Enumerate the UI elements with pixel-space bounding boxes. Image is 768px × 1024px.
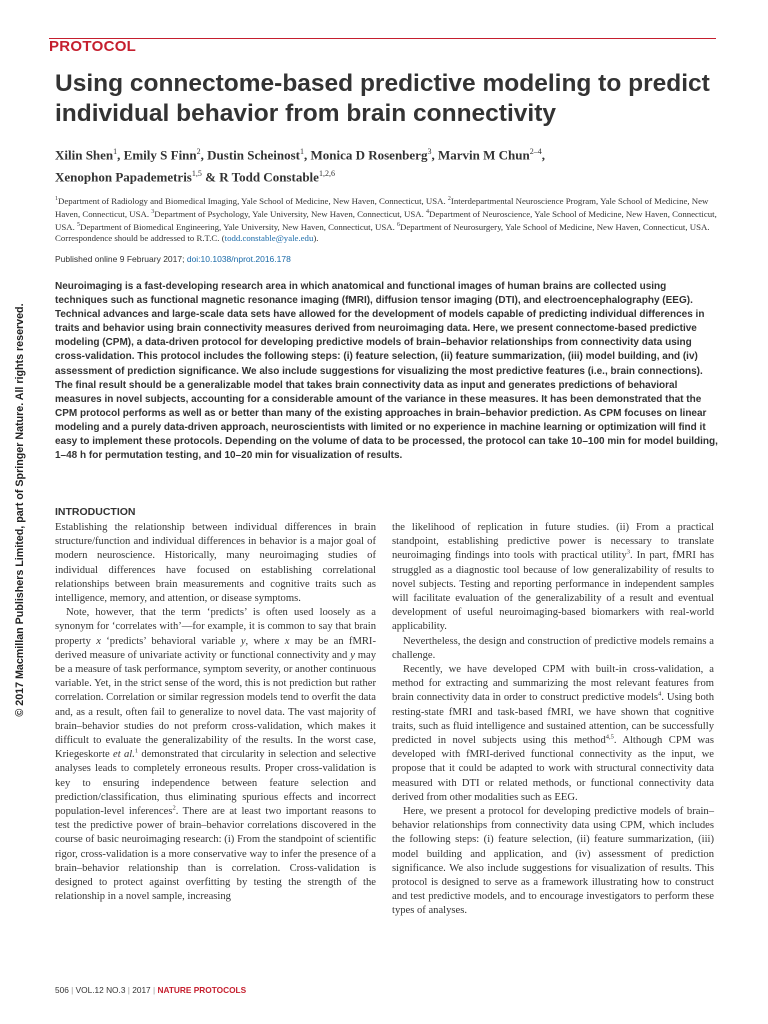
body-text: Nevertheless, the design and construction of predictive models remains a challenge. <box>392 635 714 661</box>
author-name: Xilin Shen <box>55 147 114 163</box>
affiliation-text: Department of Neurosurgery, Yale School of Medicine, New Haven, Connecticut, USA. <box>400 222 710 233</box>
body-text: may be an fMRI-derived measure of univariate activity or functional connectivity and <box>55 635 376 661</box>
body-text: Here, we present a protocol for developing predictive models of brain–behavior relationships from connectivity data using CPM, which includes the following steps: (i) feature selection, (ii) feature summarization, (iii) model building and application, and (iv) assessment of prediction significance. We also include suggestions for visualization of results. This protocol is designed to serve as a framework illustrating how to construct and test predictive models, and to encourage investigators to perform these types of analyses. <box>392 806 714 917</box>
affiliations <box>55 194 720 245</box>
body-paragraph <box>392 663 714 805</box>
author-separator: , <box>541 147 545 163</box>
body-text: Establishing the relationship between individual differences in brain structure/function and individual differences in behavior is a major goal of modern neuroscience. Historically, many neuroimaging studies of individual differences have focused on establishing correlational relationships between brain measurements and cognitive traits such as intelligence, memory, and attention, or disease symptoms. <box>55 522 376 605</box>
citation-ref: 1 <box>134 747 139 755</box>
correspondence-prefix: Correspondence should be addressed to R.T.C. ( <box>55 233 225 244</box>
correspondence-email-link[interactable]: todd.constable@yale.edu <box>224 233 314 244</box>
body-text: . There are at least two important reasons to test the predictive power of brain–behavior correlations discovered in the course of basic neuroimaging research: (i) From the standpoint of scientific rigor, cross-validation is a more conservative way to infer the presence of a brain–behavior relationship than is correlation. Cross-validation is designed to protect against overfitting by testing the strength of the relationship in a novel sample, increasing <box>55 806 376 903</box>
body-text: Recently, we have developed CPM with built-in cross-validation, a method for extracting and summarizing the most relevant features from brain connectivity data in order to construct predictive models <box>392 664 714 704</box>
affiliation-text: Department of Neuroscience, Yale School of Medicine, New Haven, Connecticut, USA. <box>55 209 717 233</box>
article-title: Using connectome-based predictive modeling to predict individual behavior from brain connectivity <box>55 70 710 127</box>
volume-info: VOL.12 NO.3 <box>75 985 126 995</box>
author-separator: , <box>117 147 124 163</box>
author-list <box>55 142 715 187</box>
footer-separator: | <box>71 985 74 995</box>
author-name: Marvin M Chun <box>437 147 530 163</box>
author-name: Xenophon Papademetris <box>55 169 192 185</box>
citation-ref: 4 <box>658 690 662 698</box>
copyright-sidebar <box>9 290 31 730</box>
citation-ref: 2 <box>172 804 176 812</box>
italic-text: y <box>350 649 355 661</box>
affiliation-mark: 5 <box>77 222 80 229</box>
author-affiliation-mark: 2–4 <box>529 147 542 156</box>
affiliation-mark: 1 <box>55 196 58 202</box>
introduction-heading: INTRODUCTION <box>55 506 136 518</box>
body-text: the likelihood of replication in future studies. (ii) From a practical standpoint, establishing predictive power is necessary to translate neuroimaging findings into tools with practical utility <box>392 522 714 562</box>
correspondence-suffix: ). <box>313 233 319 244</box>
doi-link[interactable]: doi:10.1038/nprot.2016.178 <box>186 254 291 264</box>
italic-text: x <box>284 635 290 647</box>
affiliation-mark: 2 <box>447 196 451 202</box>
author-affiliation-mark: 2 <box>196 147 201 156</box>
body-paragraph <box>392 635 714 663</box>
body-text: Note, however, that the term ‘predicts’ is often used loosely as a synonym for ‘correlates with’—for example, it is common to say that brain property <box>55 607 376 647</box>
author-name: R Todd Constable <box>219 169 319 185</box>
body-text: . In part, fMRI has struggled as a diagnostic tool because of low generalizability of results to novel subjects. Testing and reporting performance in independent samples will facilitate evaluation of the generalizability of a result and eventual development of useful neuroimaging-based biomarkers with real-world applicability. <box>392 550 714 633</box>
footer-separator: | <box>153 985 156 995</box>
body-paragraph <box>55 606 376 904</box>
author-name: Monica D Rosenberg <box>310 147 428 163</box>
author-affiliation-mark: 1,5 <box>191 169 202 179</box>
journal-name: NATURE PROTOCOLS <box>157 985 247 995</box>
author-separator: , <box>303 147 311 163</box>
body-column-left <box>55 521 376 904</box>
body-text: ‘predicts’ behavioral variable <box>100 635 241 647</box>
body-text: demonstrated that circularity in selection and selective analyses leads to completely erroneous results. Proper cross-validation is key to ensuring independence between feature selection and prediction/classification, thus eliminating spurious effects and incorrect population-level inferences <box>55 749 376 818</box>
abstract: Neuroimaging is a fast-developing research area in which anatomical and functional images of human brains are collected using techniques such as functional magnetic resonance imaging (fMRI), diffusion tensor imaging (DTI), and electroencephalography (EEG). Technical advances and large-scale data sets have allowed for the development of models capable of predicting individual differences in traits and behavior using brain connectivity measures derived from neuroimaging data. Here, we present connectome-based predictive modeling (CPM), a data-driven protocol for developing predictive models of brain–behavior relationships from connectivity data using cross-validation. This protocol includes the following steps: (i) feature selection, (ii) feature summarization, (iii) model building, and (iv) assessment of prediction significance. We also include suggestions for visualizing the most predictive features (i.e., brain connections). The final result should be a generalizable model that takes brain connectivity data as input and generates predictions of behavioral measures in novel subjects, accounting for a considerable amount of the variance in these measures. It has been demonstrated that the CPM protocol performs as well as or better than many of the existing approaches in brain–behavior prediction. As CPM focuses on linear modeling and a purely data-driven approach, neuroscientists with limited or no experience in machine learning or optimization will find it easy to implement these protocols. Depending on the volume of data to be processed, the protocol can take 10–100 min for model building, 1–48 h for permutation testing, and 10–20 min for visualization of results. <box>55 281 718 462</box>
published-date: Published online 9 February 2017; <box>55 254 187 264</box>
body-paragraph <box>392 805 714 919</box>
italic-text: x <box>96 635 101 647</box>
affiliation-mark: 3 <box>151 209 155 216</box>
affiliation-text: Department of Biomedical Engineering, Yale University, New Haven, Connecticut, USA. <box>80 222 398 233</box>
body-paragraph <box>392 521 714 635</box>
copyright-notice: © 2017 Macmillan Publishers Limited, part of Springer Nature. All rights reserved. <box>14 303 26 717</box>
header-rule <box>49 38 716 39</box>
author-separator: & <box>201 169 220 185</box>
author-affiliation-mark: 1 <box>299 147 304 156</box>
body-text: may be a measure of task performance, symptom severity, or another continuous variable. Yet, in the strict sense of the word, this is not prediction but rather correlation. Correlation or similar regression models tend to overfit the data and, as a result, often fail to generalize to novel data. The vast majority of brain–behavior studies do not preform cross-validation, which makes it difficult to evaluate the generalizability of the results. In the worst case, Kriegeskorte <box>55 649 377 761</box>
section-label: PROTOCOL <box>49 38 137 55</box>
italic-text: et al. <box>113 749 135 761</box>
author-affiliation-mark: 3 <box>427 147 432 156</box>
affiliation-text: Interdepartmental Neuroscience Program, Yale School of Medicine, New Haven, Connecticut, USA. <box>55 195 709 220</box>
page-number: 506 <box>55 985 69 995</box>
affiliation-text: Department of Radiology and Biomedical Imaging, Yale School of Medicine, New Haven, Connecticut, USA. <box>58 195 448 206</box>
body-paragraph <box>55 521 376 606</box>
author-separator: , <box>200 147 208 163</box>
publication-info <box>55 254 291 264</box>
body-text: , where <box>245 635 285 647</box>
affiliation-list <box>55 196 717 232</box>
author-name: Emily S Finn <box>123 147 197 163</box>
author-name: Dustin Scheinost <box>207 147 300 163</box>
affiliation-mark: 6 <box>397 222 401 229</box>
author-separator: , <box>431 147 438 163</box>
affiliation-mark: 4 <box>426 209 430 216</box>
italic-text: y <box>240 635 246 647</box>
citation-ref: 3 <box>626 548 631 556</box>
year: 2017 <box>132 985 151 995</box>
author-affiliation-mark: 1,2,6 <box>318 169 335 179</box>
body-text: . Although CPM was developed with fMRI-derived functional connectivity as the input, we propose that it could be adapted to work with structural connectivity data measured with DTI or related methods, or functional connectivity data derived from other modalities such as EEG. <box>392 735 715 803</box>
footer-separator: | <box>127 985 130 995</box>
citation-ref: 4,5 <box>605 733 614 741</box>
page-footer <box>55 985 246 995</box>
body-column-right <box>392 521 714 919</box>
body-text: . Using both resting-state fMRI and task-based fMRI, we have shown that cognitive traits, such as fluid intelligence and sustained attention, can be successfully predicted in novel subjects using this method <box>392 692 714 747</box>
affiliation-text: Department of Psychology, Yale University, New Haven, Connecticut, USA. <box>154 209 427 220</box>
author-affiliation-mark: 1 <box>113 147 118 156</box>
